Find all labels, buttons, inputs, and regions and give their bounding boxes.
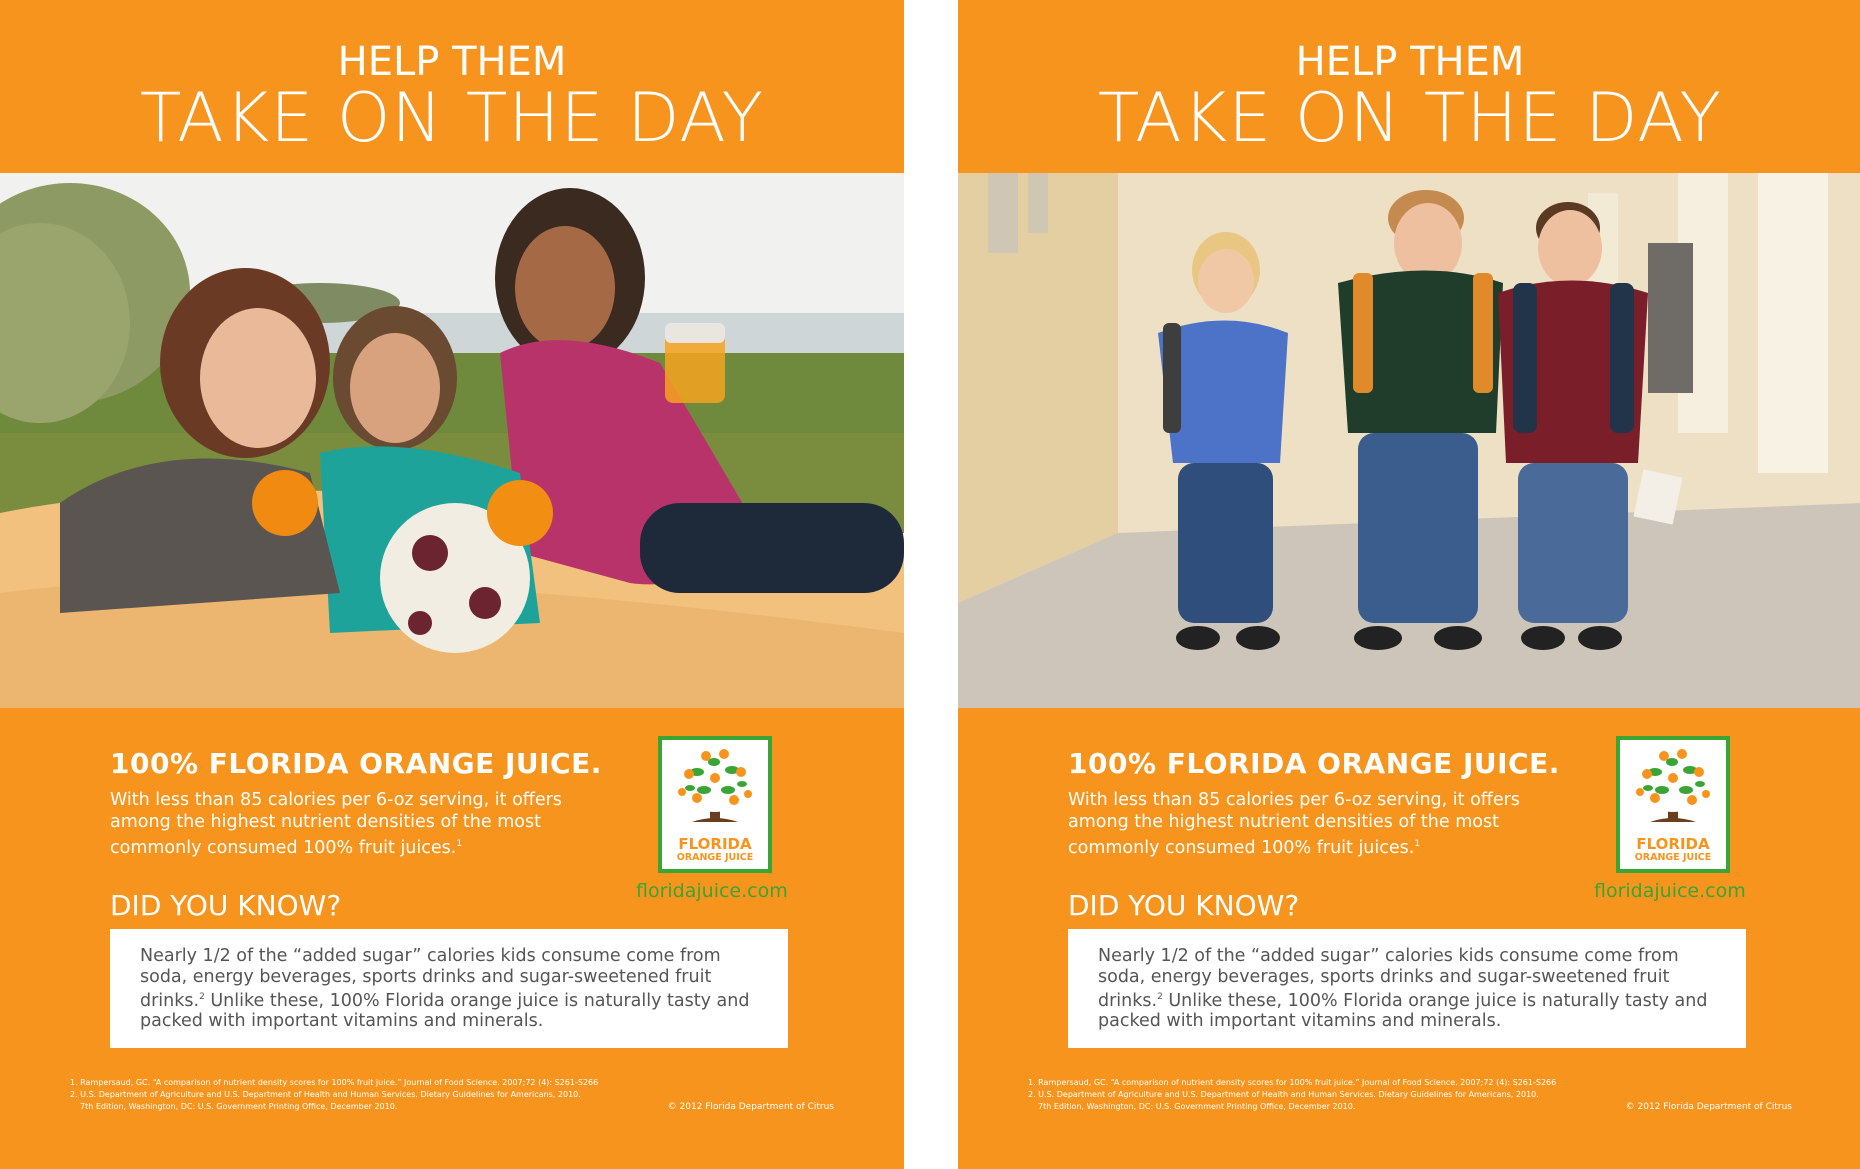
copyright: © 2012 Florida Department of Citrus — [1625, 1102, 1792, 1112]
body-reference: 1 — [1414, 839, 1421, 849]
did-you-know-box — [110, 929, 788, 1048]
orange-tree-icon — [1620, 740, 1726, 835]
box-reference: 2 — [1157, 992, 1163, 1002]
florida-orange-juice-logo — [1616, 736, 1730, 873]
footnote-1: 1. Rampersaud, GC. “A comparison of nutrient density scores for 100% fruit juice.” Journal of Food Science. 2007;72 (4): S261-S266 — [70, 1078, 599, 1087]
footnote-2: 2. U.S. Department of Agriculture and U.S. Department of Health and Human Services. Dietary Guidelines for Americans, 2010. — [70, 1090, 581, 1099]
box-reference: 2 — [199, 992, 205, 1002]
orange-tree-icon — [662, 740, 768, 835]
copyright: © 2012 Florida Department of Citrus — [667, 1102, 834, 1112]
logo-text-orange-juice: ORANGE JUICE — [676, 852, 754, 863]
did-you-know-box — [1068, 929, 1746, 1048]
logo-text-florida: FLORIDA — [1636, 835, 1710, 853]
website-link[interactable]: floridajuice.com — [1594, 880, 1746, 902]
footnote-1: 1. Rampersaud, GC. “A comparison of nutrient density scores for 100% fruit juice.” Journal of Food Science. 2007;72 (4): S261-S266 — [1028, 1078, 1557, 1087]
body-reference: 1 — [456, 839, 463, 849]
logo-text-orange-juice: ORANGE JUICE — [1634, 852, 1712, 863]
box-text-1: Nearly 1/2 of the “added sugar” calories kids consume come from soda, energy beverages, sports drinks and sugar-sweetened fruit drinks. — [1098, 946, 1679, 1011]
footnotes — [70, 1077, 598, 1113]
body-text: With less than 85 calories per 6-oz serving, it offers among the highest nutrient densities of the most commonly consumed 100% fruit juices. — [1068, 790, 1520, 858]
footnote-2: 2. U.S. Department of Agriculture and U.S. Department of Health and Human Services. Dietary Guidelines for Americans, 2010. — [1028, 1090, 1539, 1099]
footnote-3: 7th Edition, Washington, DC: U.S. Government Printing Office, December 2010. — [80, 1102, 398, 1111]
body-copy — [110, 789, 580, 859]
poster-header — [958, 0, 1860, 173]
florida-orange-juice-logo — [658, 736, 772, 873]
did-you-know-title: DID YOU KNOW? — [110, 889, 342, 922]
footnote-3: 7th Edition, Washington, DC: U.S. Government Printing Office, December 2010. — [1038, 1102, 1356, 1111]
photo-girls-picnic — [0, 173, 904, 708]
did-you-know-title: DID YOU KNOW? — [1068, 889, 1300, 922]
body-text: With less than 85 calories per 6-oz serving, it offers among the highest nutrient densities of the most commonly consumed 100% fruit juices. — [110, 790, 562, 858]
poster-1 — [0, 0, 904, 1169]
footnotes — [1028, 1077, 1556, 1113]
header-line-1: HELP THEM — [337, 39, 567, 85]
headline: 100% FLORIDA ORANGE JUICE. — [110, 747, 602, 780]
box-text-2: Unlike these, 100% Florida orange juice is naturally tasty and packed with important vitamins and minerals. — [1098, 990, 1708, 1032]
photo-boys-hallway — [958, 173, 1860, 708]
box-text-2: Unlike these, 100% Florida orange juice is naturally tasty and packed with important vitamins and minerals. — [140, 990, 750, 1032]
header-line-2: TAKE ON THE DAY — [1097, 79, 1723, 158]
website-link[interactable]: floridajuice.com — [636, 880, 788, 902]
logo-text-florida: FLORIDA — [678, 835, 752, 853]
body-copy — [1068, 789, 1538, 859]
header-line-2: TAKE ON THE DAY — [139, 79, 765, 158]
poster-2 — [958, 0, 1860, 1169]
header-line-1: HELP THEM — [1295, 39, 1525, 85]
box-text-1: Nearly 1/2 of the “added sugar” calories kids consume come from soda, energy beverages, sports drinks and sugar-sweetened fruit drinks. — [140, 946, 721, 1011]
headline: 100% FLORIDA ORANGE JUICE. — [1068, 747, 1560, 780]
poster-header — [0, 0, 904, 173]
